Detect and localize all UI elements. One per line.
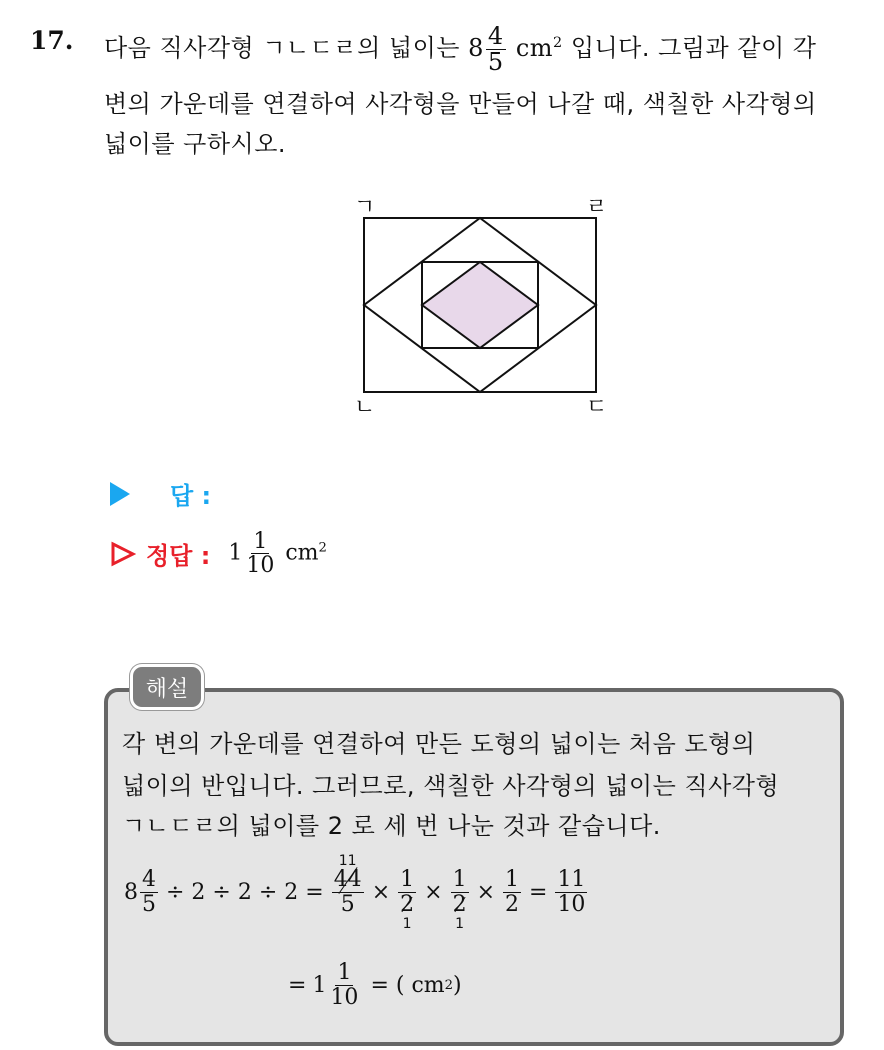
eq1-f3-reduced: 1 [455,915,465,932]
answer-numerator: 1 [253,529,268,554]
corner-label-bl: ㄴ [354,395,376,420]
eq2-num: 1 [337,960,352,986]
answer-whole: 1 [228,540,243,566]
corner-label-tr: ㄹ [586,195,608,220]
area-fraction [486,24,506,75]
times-sign-1: × [371,879,391,905]
question-line-2: 변의 가운데를 연결하여 사각형을 만들어 나갈 때, 색칠한 사각형의 [104,90,817,118]
eq1-mixed-fraction [140,868,158,915]
eq2-close-paren: ) [453,972,462,998]
explanation-line-3: ㄱㄴㄷㄹ의 넓이를 2 로 세 번 나눈 것과 같습니다. [122,812,661,840]
eq1-f4-den: 2 [505,891,519,917]
eq1-f3-den: 2 [452,891,467,917]
eq1-fraction-1 [332,853,364,917]
play-triangle-icon [110,482,130,506]
correct-answer-label: 정답 : [146,542,211,571]
correct-answer-row [110,530,327,577]
question-line-1 [104,24,816,75]
question-text-1b: 입니다. 그림과 같이 각 [570,34,817,63]
answer-denominator: 10 [246,553,275,579]
answer-fraction [244,530,276,577]
eq1-f3-num: 1 [452,867,467,893]
eq1-whole: 8 [124,879,138,905]
equation-2: = 1 $\frac{1}{10}$ = ( cm 2 ) [288,960,462,1010]
explanation-tag: 해설 [130,664,204,710]
eq1-result [555,868,587,915]
answer-label: 답 : [170,482,212,510]
eq1-f1-den: 5 [340,891,355,917]
shaded-rhombus [422,262,538,348]
eq2-fraction [328,961,360,1008]
rectangle-figure [350,190,620,420]
times-sign-2: × [424,879,443,905]
eq1-fraction-2 [398,867,416,932]
question-number: 17. [30,26,74,55]
corner-label-tl: ㄱ [354,195,376,220]
eq2-tail: = ( cm [370,972,445,998]
explanation-line-2: 넓이의 반입니다. 그러므로, 색칠한 사각형의 넓이는 직사각형 [122,772,780,800]
equation-1 [124,852,589,932]
eq1-fraction-3 [451,867,469,932]
eq1-f2-den: 2 [400,891,415,917]
area-whole: 8 [468,34,484,63]
eq1-result-num: 11 [557,867,586,893]
eq1-divisions: ÷ 2 ÷ 2 ÷ 2 = [166,879,324,905]
answer-unit: cm [285,540,319,566]
area-numerator: 4 [487,22,504,50]
area-denominator: 5 [487,48,504,77]
eq1-f2-reduced: 1 [402,915,412,932]
question-text-1a: 다음 직사각형 ㄱㄴㄷㄹ의 넓이는 [104,34,460,63]
area-value: 8 $\frac{4}{5}$ $cm^2$ [468,22,563,77]
eq1-fraction-4 [503,868,521,915]
eq1-f1-reduced: 11 [338,853,357,870]
eq1-result-den: 10 [557,891,586,917]
equals-sign-1: = [529,879,548,905]
outline-triangle-icon [110,541,136,567]
eq2-equals: = [288,972,307,998]
question-line-3: 넓이를 구하시오. [104,130,287,158]
explanation-line-1: 각 변의 가운데를 연결하여 만든 도형의 넓이는 처음 도형의 [122,730,756,758]
corner-label-br: ㄷ [586,395,608,420]
eq1-num: 4 [142,867,156,893]
eq1-f4-num: 1 [505,867,519,893]
eq1-f2-num: 1 [400,867,415,893]
eq1-den: 5 [142,891,156,917]
eq2-den: 10 [330,984,359,1010]
answer-row [110,476,211,511]
nested-shapes [350,190,620,420]
eq1-f1-num: 44 [333,867,362,893]
times-sign-3: × [476,879,495,905]
eq2-whole: 1 [312,972,327,998]
correct-answer-value: 1 $\frac{1}{10}$ $cm^2$ [228,529,327,579]
area-unit: cm [515,34,554,63]
